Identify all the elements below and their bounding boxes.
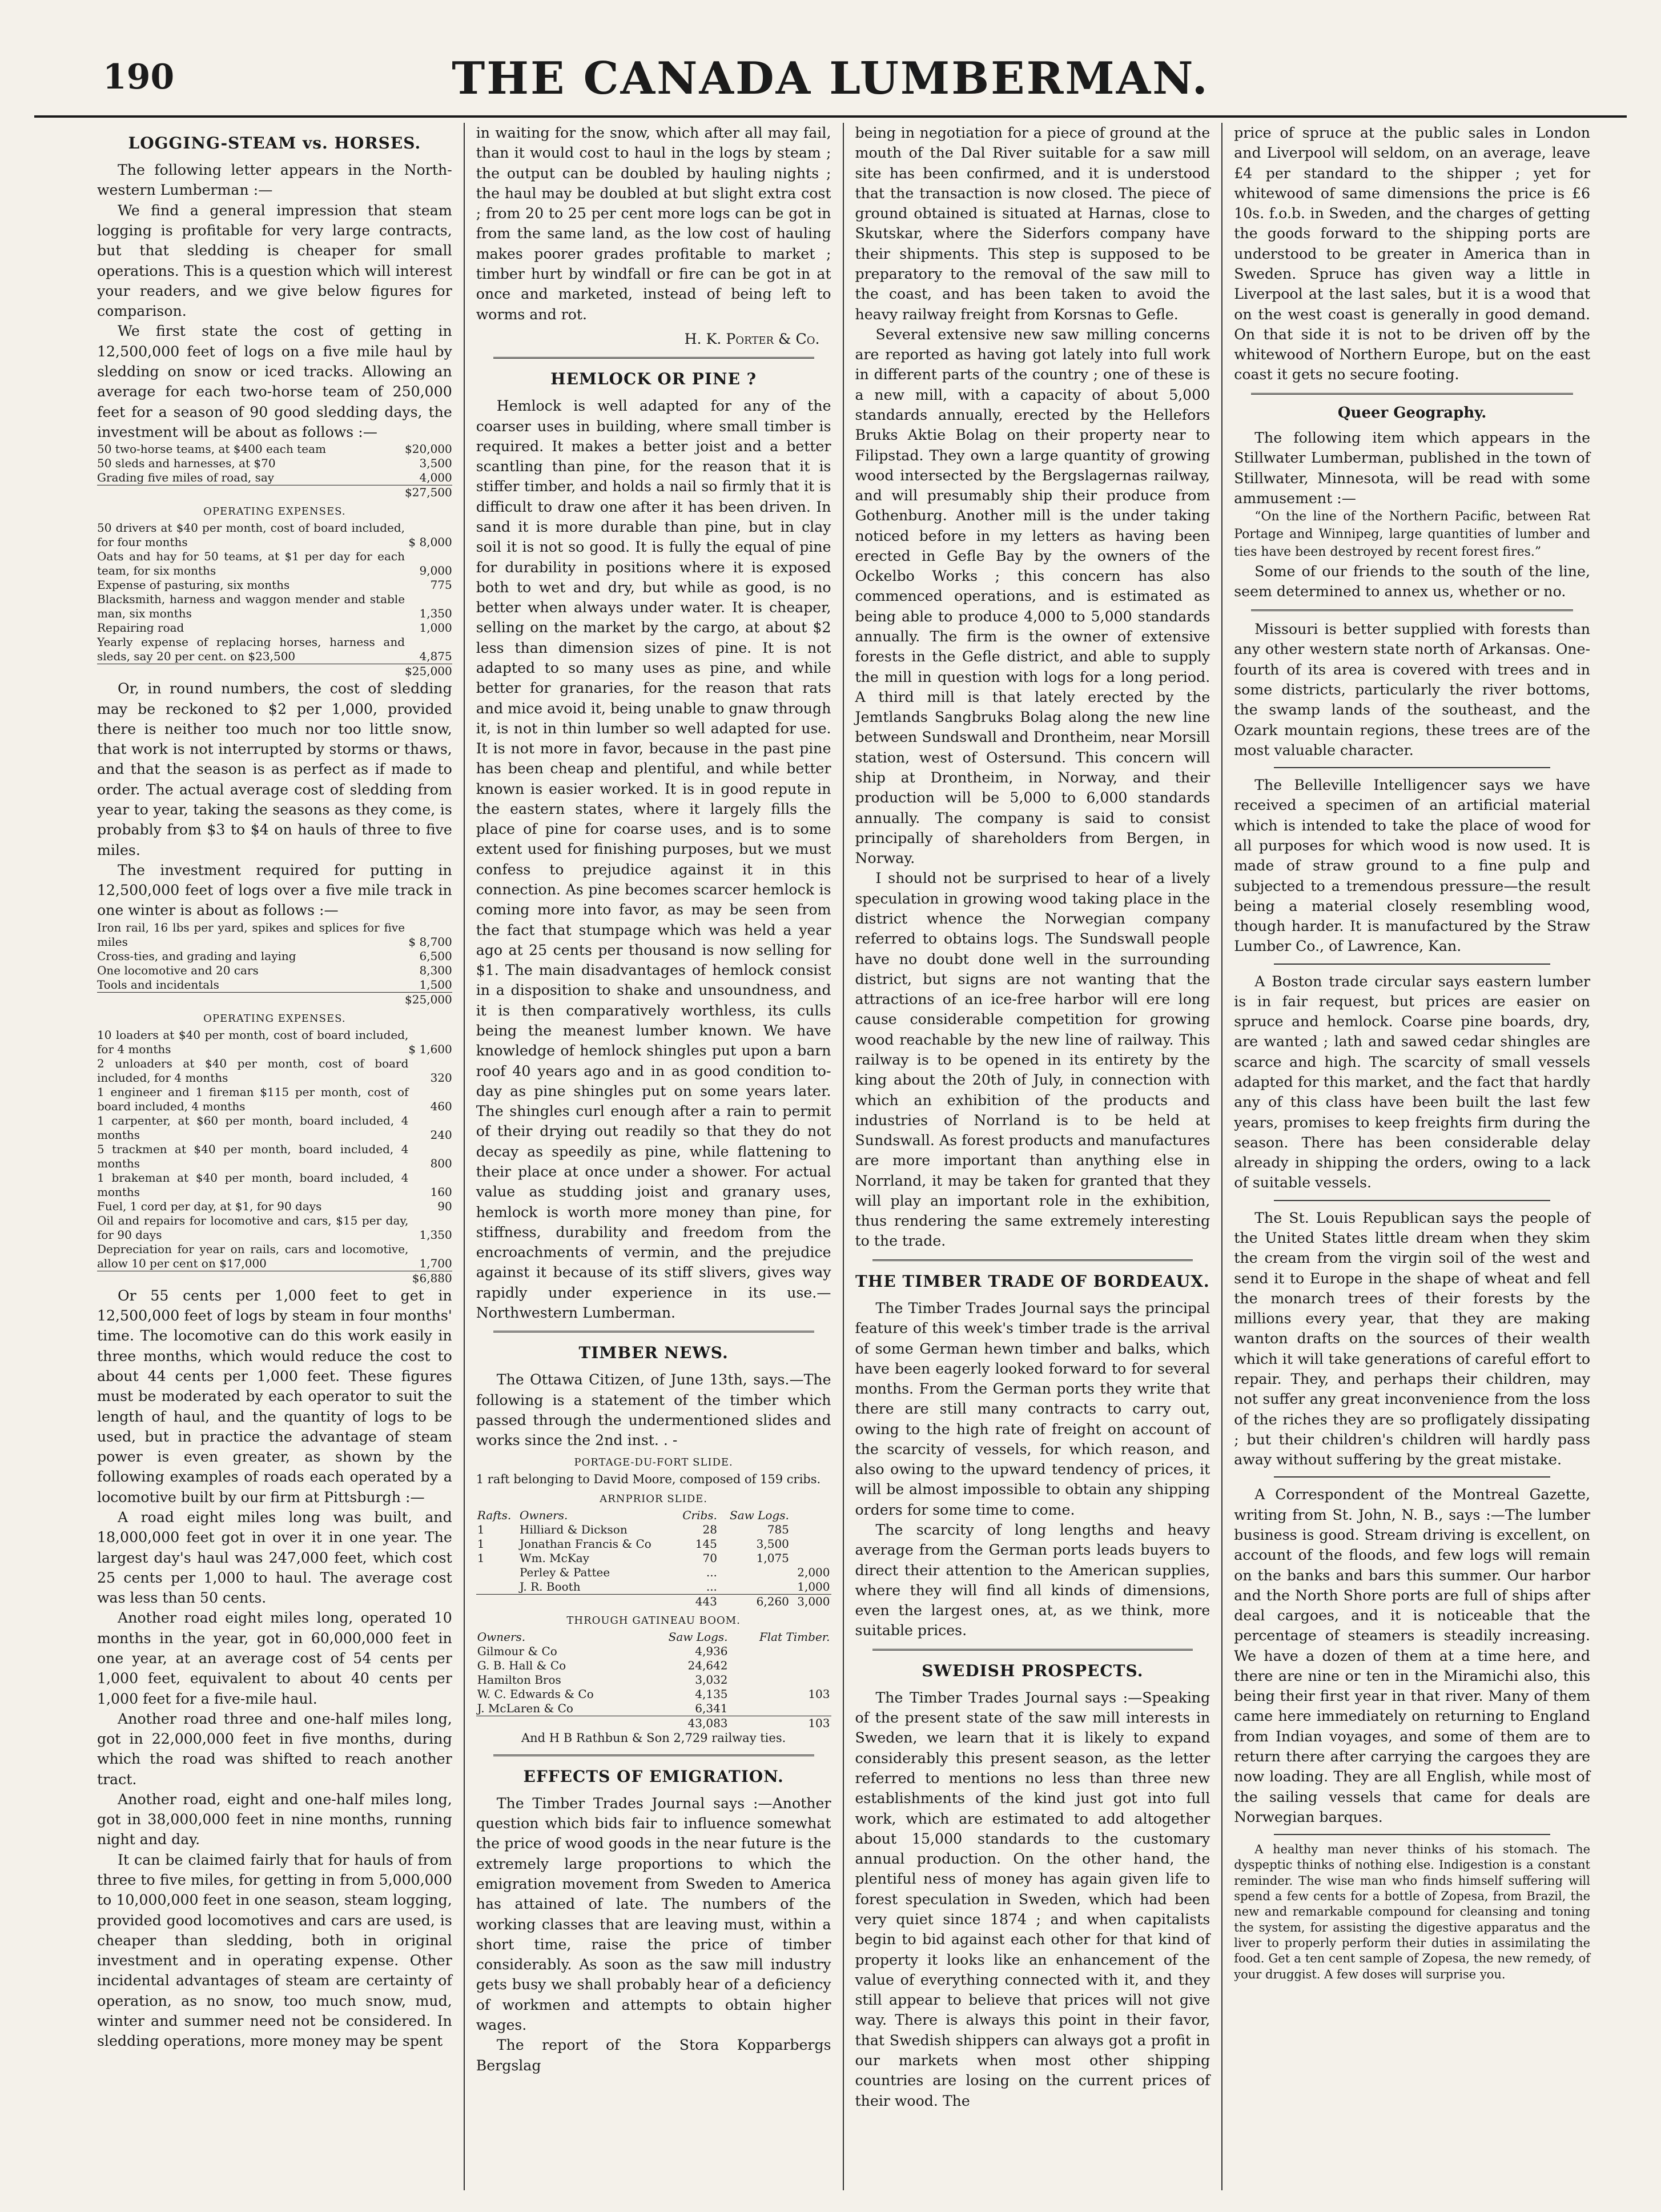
ledger-row: Iron rail, 16 lbs per yard, spikes and splices for five miles $ 8,700 (97, 920, 452, 949)
divider (493, 357, 814, 359)
column-1 (86, 123, 465, 2190)
ledger-total: $6,880 (97, 1271, 452, 1286)
ledger-row: Repairing road 1,000 (97, 621, 452, 635)
column-2 (465, 123, 844, 2190)
divider (1251, 609, 1573, 611)
ledger-row: 1 carpenter, at $60 per month, board included, 4 months 240 (97, 1113, 452, 1142)
ledger-row: Cross-ties, and grading and laying 6,500 (97, 949, 452, 963)
table-heading: ARNPRIOR SLIDE. (600, 1493, 708, 1506)
paragraph: being in negotiation for a piece of ground at the mouth of the Dal River suitable for a saw mill site has been confirmed, and it is understood that the transaction is now closed. The piece of ground obtained is situated at Harnas, close to Skutskar, where the Siderfors company have their shipments. This step is supposed to be preparatory to the removal of the saw mill to the coast, and has been taken to avoid the heavy railway freight from Korsnas to Gefle. (855, 125, 1210, 323)
ledger-row: 50 drivers at $40 per month, cost of board included, for four months $ 8,000 (97, 521, 452, 549)
table-row: J. R. Booth ... 1,000 (519, 1580, 830, 1594)
quotation: “On the line of the Northern Pacific, between Rat Portage and Winnipeg, large quantities of lumber and ties have been destroyed by recent forest fires.” (1234, 509, 1590, 559)
table-heading: THROUGH GATINEAU BOOM. (566, 1615, 741, 1627)
article-heading-bordeaux: THE TIMBER TRADE OF BORDEAUX. (855, 1271, 1210, 1291)
advertisement: A healthy man never thinks of his stomach. The dyspeptic thinks of nothing else. Indigestion is a constant reminder. The wise man who finds himself suffering will spend a few cents for a bottle of Zopesa, from Brazil, the new and remarkable compound for cleansing and toning the system, for assisting the digestive apparatus and the liver to properly perform their duties in assimilating the food. Get a ten cent sample of Zopesa, the new remedy, of your druggist. A few doses will surprise you. (1234, 1842, 1590, 1981)
paragraph: price of spruce at the public sales in London and Liverpool will seldom, on an average, leave £4 per standard to the shipper ; yet for whitewood of same dimensions the price is £6 10s. f.o.b. in Sweden, and the charges of getting the goods forward to the shipping ports are understood to be greater in America than in Sweden. Spruce has given way a little in Liverpool at the last sales, but it is a wood that on the west coast is generally in good demand. On that side it is not to be driven off by the whitewood of Northern Europe, but on the east coast it gets no secure footing. (1234, 125, 1590, 383)
paragraph: The St. Louis Republican says the people of the United States little dream when they skim the cream from the virgin soil of the west and send it to Europe in the shape of wheat and fell the monarch trees of their forests by the millions every year, that they are making wanton drafts on the sources of their wealth which it will take generations of careful effort to repair. They, and perhaps their children, may not suffer any great inconvenience from the loss of the riches they are so profligately dissipating ; but their children's children will hardly pass away without suffering by the great mistake. (1234, 1209, 1590, 1468)
table-row: Hamilton Bros 3,032 (477, 1673, 728, 1687)
paragraph: We find a general impression that steam logging is profitable for very large contracts, but that sledding is cheaper for small operations. This is a question which will interest your readers, and we give below figures for comparison. (97, 202, 452, 320)
ledger-total: $25,000 (97, 664, 452, 679)
table-row: Gilmour & Co 4,936 (477, 1644, 728, 1659)
divider (1274, 1200, 1550, 1201)
table-header-row: Rafts. Owners. Cribs. Saw Logs. (477, 1508, 789, 1523)
paragraph: The following letter appears in the North-western Lumberman :— (97, 162, 452, 199)
paragraph: A Boston trade circular says eastern lumber is in fair request, but prices are easier on spruce and hemlock. Coarse pine boards, dry, are wanted ; lath and sawed cedar shingles are scarce and high. The scarcity of small vessels adapted for this market, and the fact that hardly any of this class have been built the last few years, promises to keep freights firm during the season. There has been considerable delay already in shipping the orders, owing to a lack of suitable vessels. (1234, 973, 1590, 1191)
ledger-row: Fuel, 1 cord per day, at $1, for 90 days 90 (97, 1199, 452, 1213)
ledger-row: 1 brakeman at $40 per month, board included, 4 months 160 (97, 1170, 452, 1199)
ledger-row: 5 trackmen at $40 per month, board included, 4 months 800 (97, 1142, 452, 1170)
table-row: J. McLaren & Co 6,341 (477, 1701, 728, 1716)
divider (872, 1649, 1193, 1651)
columns (86, 123, 1602, 2190)
divider (493, 1331, 814, 1332)
paragraph: The Belleville Intelligencer says we have received a specimen of an artificial material which is intended to take the place of wood for all purposes for which wood is now used. It is made of straw ground to a fine pulp and subjected to a tremendous pressure—the result being a material closely resembling wood, though harder. It is manufactured by the Straw Lumber Co., of Lawrence, Kan. (1234, 777, 1590, 955)
gatineau-table (476, 1630, 831, 1731)
paragraph: The investment required for putting in 12,500,000 feet of logs over a five mile track in one winter is about as follows :— (97, 861, 452, 919)
column-4 (1222, 123, 1602, 2190)
ledger-horse-investment (97, 442, 452, 500)
paragraph: Another road three and one-half miles long, got in 22,000,000 feet in five months, during which the road was shifted to reach another tract. (97, 1710, 452, 1788)
ledger-row: 1 engineer and 1 fireman $115 per month, cost of board included, 4 months 460 (97, 1085, 452, 1113)
paragraph: The Ottawa Citizen, of June 13th, says.—The following is a statement of the timber which passed through the undermentioned slides and works since the 2nd inst. . - (476, 1371, 831, 1449)
paragraph: Missouri is better supplied with forests than any other western state north of Arkansas. One-fourth of its area is covered with trees and in some districts, particularly the river bottoms, the swamp lands of the southeast, and the Ozark mountain regions, these trees are of the most valuable character. (1234, 621, 1590, 758)
paragraph: The Timber Trades Journal says :—Another question which bids fair to influence somewhat the price of wood goods in the near future is the extremely large proportions to which the emigration movement from Sweden to America has attained of late. The numbers of the working classes that are leaving must, within a short time, raise the price of timber considerably. As soon as the saw mill industry gets busy we shall probably hear of a deficiency of workmen and attempts to obtain higher wages. (476, 1795, 831, 2033)
divider (493, 1755, 814, 1756)
paragraph: Some of our friends to the south of the line, seem determined to annex us, whether or no. (1234, 563, 1590, 600)
column-3 (844, 123, 1223, 2190)
paragraph: Another road, eight and one-half miles long, got in 38,000,000 feet in nine months, running night and day. (97, 1791, 452, 1848)
paragraph: A road eight miles long was built, and 18,000,000 feet got in over it in one year. The largest day's haul was 247,000 feet, which cost 25 cents per 1,000 to haul. The average cost was less than 50 cents. (97, 1508, 452, 1607)
article-heading-timber-news: TIMBER NEWS. (578, 1343, 729, 1363)
ledger-row: One locomotive and 20 cars 8,300 (97, 963, 452, 977)
table-row: G. B. Hall & Co 24,642 (477, 1659, 728, 1673)
table-header-row: Owners. Saw Logs. Flat Timber. (477, 1630, 830, 1644)
ledger-row: 10 loaders at $40 per month, cost of board included, for 4 months $ 1,600 (97, 1027, 452, 1056)
table-row: 1 Hilliard & Dickson 28 785 (477, 1523, 789, 1537)
arnprior-table (476, 1508, 831, 1609)
ledger-row: Oil and repairs for locomotive and cars, $15 per day, for 90 days 1,350 (97, 1213, 452, 1242)
paragraph: in waiting for the snow, which after all may fail, than it would cost to haul in the logs by steam ; the output can be doubled by hauling nights ; the haul may be doubled at but slight extra cost ; from 20 to 25 per cent more logs can be got in from the same land, as the low cost of hauling makes poorer grades profitable to market ; timber hurt by windfall or fire can be got in at once and marketed, instead of being left to worms and rot. (476, 125, 831, 323)
ledger-total: $27,500 (97, 485, 452, 500)
ledger-row: Blacksmith, harness and waggon mender and stable man, six months 1,350 (97, 592, 452, 621)
paragraph: Another road eight miles long, operated 10 months in the year, got in 60,000,000 feet in one year, at an average cost of 54 cents per 1,000 feet, equivalent to about 40 cents per 1,000 feet for a five-mile haul. (97, 1609, 452, 1707)
article-heading-geography: Queer Geography. (1337, 404, 1487, 421)
masthead (34, 53, 1627, 118)
ledger-steam-investment (97, 921, 452, 1007)
paragraph: It can be claimed fairly that for hauls of from three to five miles, for getting in from 5,000,000 to 10,000,000 feet in one season, steam logging, provided good locomotives and cars are used, is cheaper than sledding, both in original investment and in operating expense. Other incidental advantages of steam are certainty of operation, as no snow, too much snow, mud, winter and summer need not be considered. In sledding operations, more money may be spent (97, 1851, 452, 2050)
paragraph: The Timber Trades Journal says :—Speaking of the present state of the saw mill interests in Sweden, we learn that it is likely to expand considerably this present season, as the letter referred to mentions no less than three new establishments of the kind just got into full work, which are estimated to add altogether about 15,000 standards to the customary annual production. On the other hand, the plentiful ness of money has again given life to forest speculation in Sweden, which had been very quiet since 1874 ; and when capitalists begin to bid against each other for that kind of property it looks like an enhancement of the value of everything connected with it, and they still appear to believe that prices will not give way. There is always this point in their favor, that Swedish shippers can always got a profit in our markets when most other shipping countries are losing on the current prices of their wood. The (855, 1689, 1210, 2109)
table-row: 1 Wm. McKay 70 1,075 (477, 1551, 789, 1565)
table-note: And H B Rathbun & Son 2,729 railway ties. (521, 1731, 786, 1745)
paragraph: Or, in round numbers, the cost of sledding may be reckoned to $2 per 1,000, provided there is neither too much nor too little snow, that work is not interrupted by storms or thaws, and that the season is as perfect as if made to order. The actual average cost of sledding from year to year, taking the seasons as they come, is probably from $3 to $4 on hauls of three to five miles. (97, 680, 452, 858)
paragraph: I should not be surprised to hear of a lively speculation in growing wood taking place in the district whence the Norwegian company referred to obtains logs. The Sundswall people have no doubt done well in the surrounding district, but signs are not wanting that the attractions of an ice-free harbor will ere long cause considerable competition for growing wood reachable by the new line of railway. This railway is to be opened in its entirety by the king about the 20th of July, in connection with which an exhibition of the products and industries of Norrland is to be held at Sundswall. As forest products and manufactures are more important than anything else in Norrland, it may be taken for granted that they will play an important role in the exhibition, thus rendering the same extremely interesting to the trade. (855, 870, 1210, 1250)
article-heading-emigration: EFFECTS OF EMIGRATION. (523, 1767, 784, 1786)
table-heading: PORTAGE-DU-FORT SLIDE. (574, 1456, 733, 1468)
newspaper-title: THE CANADA LUMBERMAN. (452, 53, 1209, 105)
paragraph: The report of the Stora Kopparbergs Bergslag (476, 2037, 831, 2074)
ledger-heading: OPERATING EXPENSES. (203, 1012, 346, 1025)
divider (1274, 767, 1550, 768)
table-total-row: 43,083 103 (476, 1716, 831, 1731)
paragraph: The scarcity of long lengths and heavy average from the German ports leads buyers to direct their attention to the American supplies, where they will find all kinds of dimensions, even the largest ones, at, as we think, more suitable prices. (855, 1521, 1210, 1639)
ledger-row: 50 sleds and harnesses, at $70 3,500 (97, 456, 452, 471)
ledger-row: 2 unloaders at $40 per month, cost of board included, for 4 months 320 (97, 1056, 452, 1085)
table-note: 1 raft belonging to David Moore, composed of 159 cribs. (476, 1472, 821, 1486)
paragraph: The Timber Trades Journal says the principal feature of this week's timber trade is the arrival of some German hewn timber and balks, which have been eagerly looked forward to for several months. From the German ports they write that there are still many contracts to carry out, owing to the high rate of freight on account of the scarcity of vessels, for which reason, and also owing to the upward tendency of prices, it will be almost impossible to obtain any shipping orders for some time to come. (855, 1299, 1210, 1518)
page-number: 190 (103, 57, 175, 97)
article-heading-swedish: SWEDISH PROSPECTS. (922, 1661, 1144, 1680)
paragraph: Hemlock is well adapted for any of the coarser uses in building, where small timber is required. It makes a better joist and a better scantling than pine, for the reason that it is stiffer timber, and holds a nail so firmly that it is difficult to draw one after it has been driven. In sand it is more durable than pine, but in clay soil it is not so good. It is fully the equal of pine for durability in positions where it is exposed both to wet and dry, but while as good, is no better when always under water. It is cheaper, selling on the market by the cargo, at about $2 less than dimension sizes of pine. It is not adapted to so many uses as pine, and while better for granaries, for the reason that rats and mice avoid it, being unable to gnaw through it, is not in thin lumber so well adapted for use. It is not more in favor, because in the past pine has been cheap and plentiful, and while better known is easier worked. It is in good repute in the eastern states, where it largely fills the place of pine for coarse uses, and is to some extent used for finishing purposes, but we must confess to prejudice against it in this connection. As pine becomes scarcer hemlock is coming more into favor, as may be seen from the fact that stumpage which was held a year ago at 25 cents per thousand is now selling for $1. The main disadvantages of hemlock consist in a disposition to shake and unsoundness, and it is then comparatively worthless, its culls being the meanest lumber known. We have knowledge of hemlock shingles put upon a barn roof 40 years ago and in as good condition to-day as pine shingles put on some years later. The shingles curl enough after a rain to permit of their drying out readily so that they do not decay as speedily as pine, while flattening to their place at once under a shower. For actual value as studding joist and granary uses, hemlock is worth more money than pine, for stiffness, durability and freedom from the encroachments of vermin, and the prejudice against it because of its stiff slivers, gives way rapidly under experience in its use.—Northwestern Lumberman. (476, 398, 831, 1321)
divider (1251, 393, 1573, 395)
article-heading-logging: LOGGING-STEAM vs. HORSES. (128, 134, 421, 152)
paragraph: Several extensive new saw milling concerns are reported as having got lately into full work in different parts of the country ; one of these is a new mill, with a capacity of about 5,000 standards annually, erected by the Hellefors Bruks Aktie Bolag on their property near to Filipstad. They own a large quantity of growing wood intersected by the Bergslagernas railway, and will presumably ship their produce from Gothenburg. Another mill is the under taking noticed before in my letters as having been erected in Gefle Bay by the owners of the Ockelbo Works ; this concern has also commenced operations, and is estimated as being able to produce 4,000 to 5,000 standards annually. The firm is the owner of extensive forests in the Gefle district, and able to supply the mill in question with logs for a long period. A third mill is that lately erected by the Jemtlands Sangbruks Bolag along the new line between Sundswall and Drontheim, near Morsill station, west of Ostersund. This concern will ship at Drontheim, in Norway, and their production will be 5,000 to 6,000 standards annually. The company is said to consist principally of shareholders from Bergen, in Norway. (855, 326, 1210, 867)
paragraph: Or 55 cents per 1,000 feet to get in 12,500,000 feet of logs by steam in four months' time. The locomotive can do this work easily in three months, which would reduce the cost to about 44 cents per 1,000 feet. These figures must be moderated by each operator to suit the length of haul, and the quantity of logs to be used, but in practice the advantage of steam power is even greater, as shown by the following examples of roads each operated by a locomotive built by our firm at Pittsburgh :— (97, 1287, 452, 1506)
divider (1274, 964, 1550, 965)
signature: H. K. Porter & Co. (684, 330, 820, 347)
divider (1274, 1476, 1550, 1478)
ledger-total: $25,000 (97, 992, 452, 1007)
paragraph: The following item which appears in the Stillwater Lumberman, published in the town of Stillwater, Minnesota, will be read with some ammusement :— (1234, 429, 1590, 507)
ledger-row: Oats and hay for 50 teams, at $1 per day for each team, for six months 9,000 (97, 549, 452, 578)
ledger-heading: OPERATING EXPENSES. (203, 505, 346, 518)
ledger-row: Expense of pasturing, six months 775 (97, 578, 452, 592)
ledger-steam-operating (97, 1028, 452, 1286)
paragraph: We first state the cost of getting in 12,500,000 feet of logs on a five mile haul by sledding on snow or iced tracks. Allowing an average for each two-horse team of 250,000 feet for a season of 90 good sledding days, the investment will be about as follows :— (97, 323, 452, 440)
table-total-row: 443 6,260 3,000 (476, 1595, 831, 1609)
ledger-row: Grading five miles of road, say 4,000 (97, 471, 452, 485)
table-row: Perley & Pattee ... 2,000 (519, 1565, 830, 1580)
ledger-row: 50 two-horse teams, at $400 each team $20,000 (97, 442, 452, 456)
divider (1274, 1834, 1550, 1835)
ledger-row: Tools and incidentals 1,500 (97, 977, 452, 991)
table-row: W. C. Edwards & Co 4,135 103 (477, 1687, 830, 1701)
ledger-row: Depreciation for year on rails, cars and locomotive, allow 10 per cent on $17,000 1,700 (97, 1242, 452, 1270)
article-heading-hemlock: HEMLOCK OR PINE ? (550, 370, 757, 389)
table-row: 1 Jonathan Francis & Co 145 3,500 (477, 1537, 789, 1551)
ledger-row: Yearly expense of replacing horses, harness and sleds, say 20 per cent. on $23,500 4,875 (97, 635, 452, 664)
paragraph: A Correspondent of the Montreal Gazette, writing from St. John, N. B., says :—The lumber business is good. Stream driving is excellent, on account of the floods, and few logs will remain on the banks and bars this summer. Our harbor and the North Shore ports are full of ships after deal cargoes, and it is noticeable that the percentage of steamers is steadily increasing. We have a dozen of them at a time here, and there are nine or ten in the Miramichi also, this being their first year in that river. Many of them came here immediately on returning to England from Indian voyages, and some of them are to return there after carrying the cargoes they are now loading. They are all English, while most of the sailing vessels that came for deals are Norwegian barques. (1234, 1486, 1590, 1825)
divider (872, 1259, 1193, 1261)
ledger-horse-operating (97, 521, 452, 679)
